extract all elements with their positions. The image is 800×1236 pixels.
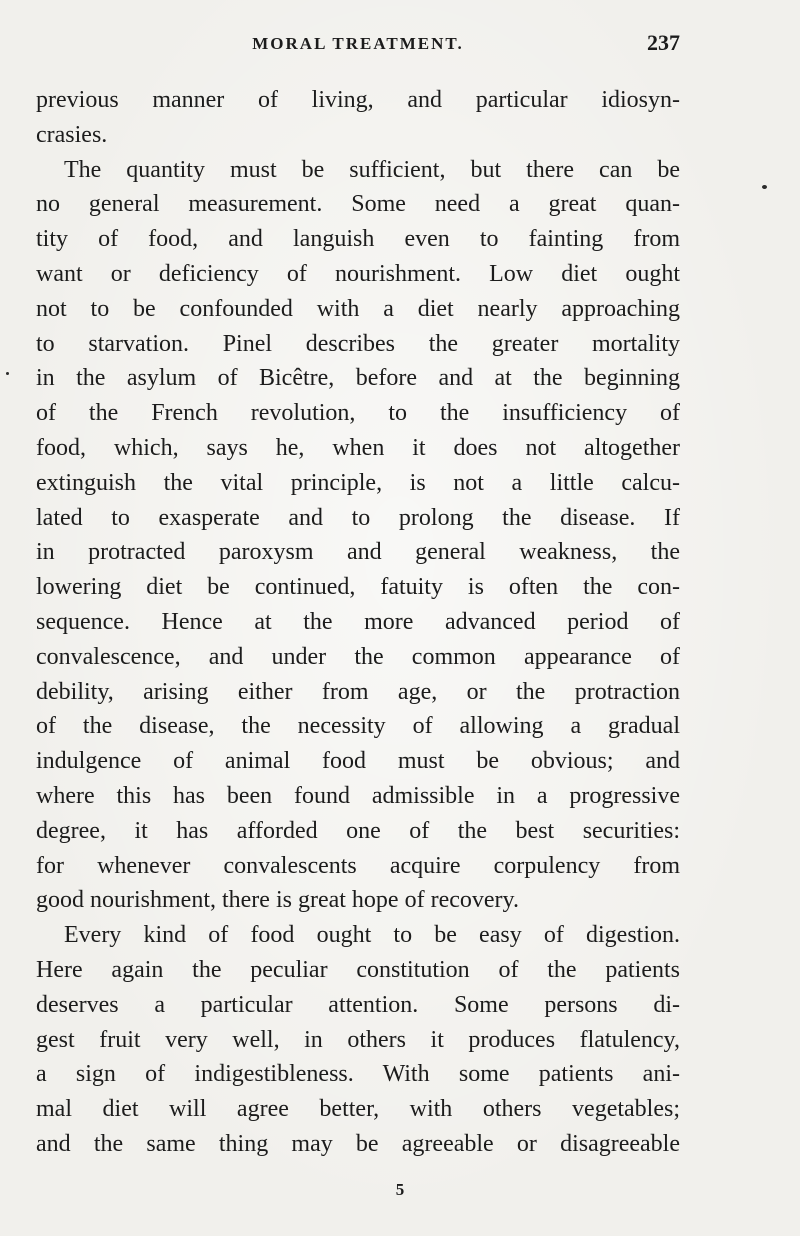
text-line: in protracted paroxysm and general weakness, the bbox=[36, 539, 680, 566]
text-line: a sign of indigestibleness. With some patients ani- bbox=[36, 1061, 680, 1088]
text-line: in the asylum of Bicêtre, before and at the beginning bbox=[36, 365, 680, 392]
text-line: food, which, says he, when it does not altogether bbox=[36, 434, 680, 461]
text-line: no general measurement. Some need a great quan- bbox=[36, 191, 680, 218]
text-line: of the disease, the necessity of allowing a gradual bbox=[36, 713, 680, 740]
text-line: tity of food, and languish even to fainting from bbox=[36, 226, 680, 253]
text-line: mal diet will agree better, with others vegetables; bbox=[36, 1096, 680, 1123]
text-line: not to be confounded with a diet nearly approaching bbox=[36, 295, 680, 322]
signature-mark: 5 bbox=[395, 1180, 405, 1199]
text-line: sequence. Hence at the more advanced period of bbox=[36, 608, 680, 635]
text-line: convalescence, and under the common appearance of bbox=[36, 643, 680, 670]
text-line: deserves a particular attention. Some persons di- bbox=[36, 991, 680, 1018]
page-number: 237 bbox=[647, 30, 680, 55]
text-line: good nourishment, there is great hope of recovery. bbox=[36, 887, 519, 914]
text-line: extinguish the vital principle, is not a little calcu- bbox=[36, 469, 680, 496]
text-line: lated to exasperate and to prolong the disease. If bbox=[36, 504, 680, 531]
text-line: to starvation. Pinel describes the greater mortality bbox=[36, 330, 680, 357]
text-line: previous manner of living, and particular idiosyn- bbox=[36, 87, 680, 113]
text-line: lowering diet be continued, fatuity is often the con- bbox=[36, 574, 680, 601]
running-head bbox=[36, 30, 680, 60]
text-line: indulgence of animal food must be obvious; and bbox=[36, 748, 680, 775]
text-line: crasies. bbox=[36, 121, 108, 148]
text-line: degree, it has afforded one of the best securities: bbox=[36, 817, 680, 844]
text-line: Every kind of food ought to be easy of digestion. bbox=[64, 922, 680, 949]
ink-speck bbox=[6, 372, 9, 375]
text-line: Here again the peculiar constitution of the patients bbox=[36, 956, 680, 983]
text-line: want or deficiency of nourishment. Low diet ought bbox=[36, 260, 680, 287]
text-line: of the French revolution, to the insufficiency of bbox=[36, 400, 680, 427]
body-text bbox=[36, 83, 680, 1162]
ink-speck bbox=[762, 185, 767, 189]
text-line: debility, arising either from age, or the protraction bbox=[36, 678, 680, 705]
running-head-title: MORAL TREATMENT. bbox=[252, 34, 464, 53]
text-line: and the same thing may be agreeable or disagreeable bbox=[36, 1130, 680, 1157]
text-line: for whenever convalescents acquire corpulency from bbox=[36, 852, 680, 879]
text-line: gest fruit very well, in others it produces flatulency, bbox=[36, 1026, 680, 1053]
text-line: where this has been found admissible in a progressive bbox=[36, 782, 680, 809]
text-line: The quantity must be sufficient, but there can be bbox=[64, 156, 680, 183]
